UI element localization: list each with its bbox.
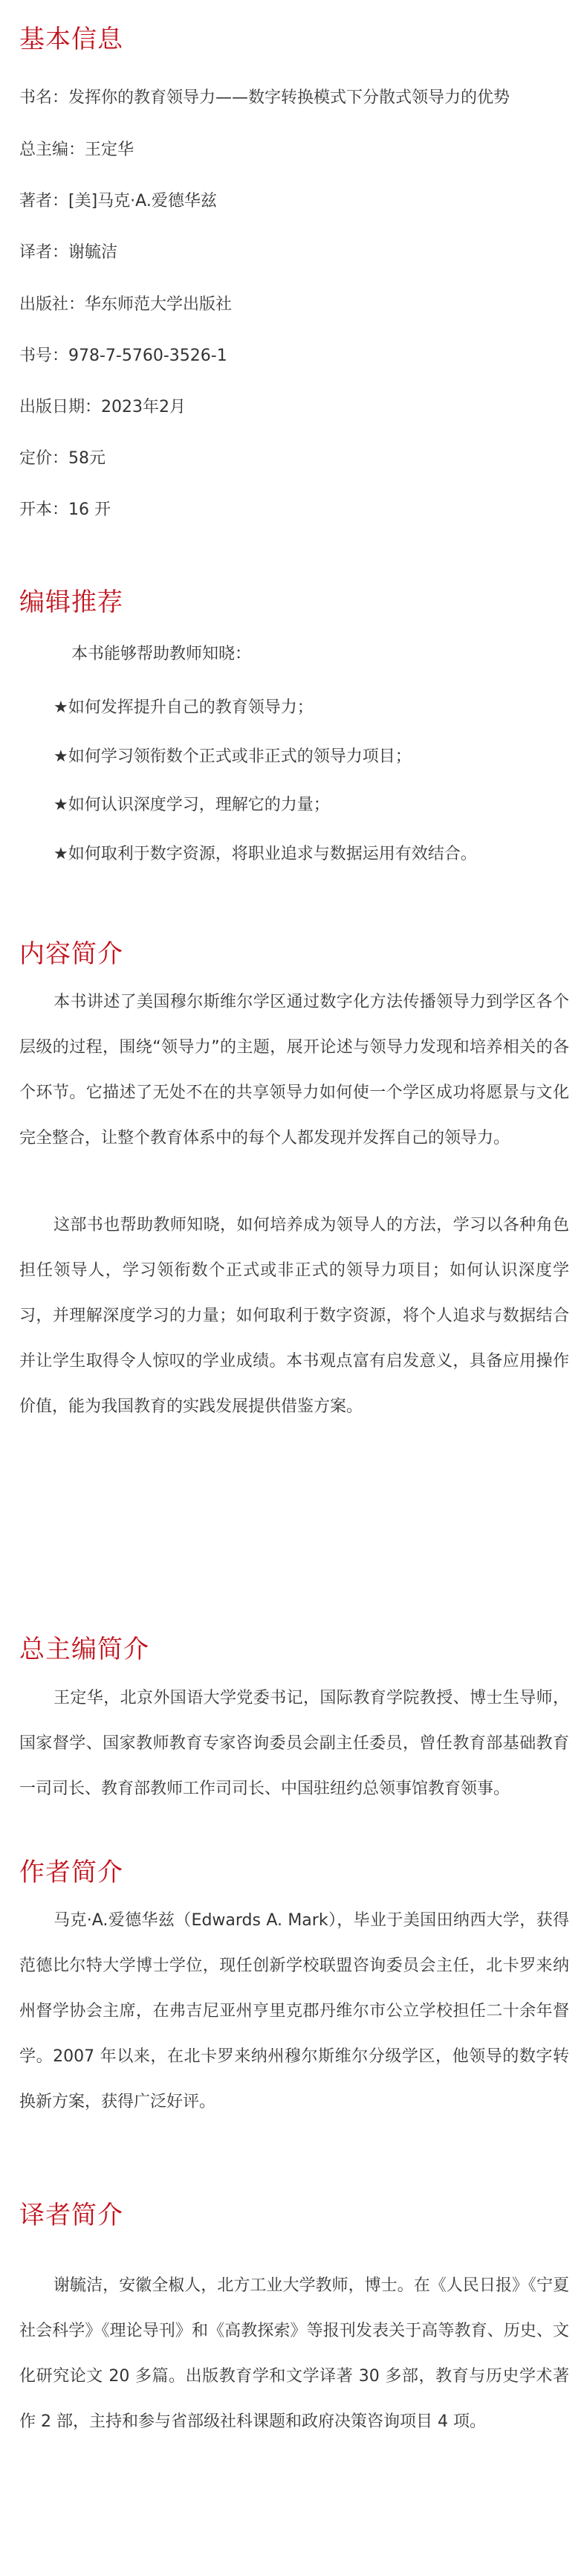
- info-author: 著者：[美]马克·A.爱德华兹: [19, 192, 217, 210]
- info-format: 开本：16 开: [19, 500, 111, 519]
- basic-info-heading: 基本信息: [19, 25, 123, 54]
- content-summary-heading: 内容简介: [19, 939, 123, 969]
- author-heading: 作者简介: [19, 1858, 123, 1887]
- recommendation-item: ★如何认识深度学习，理解它的力量；: [53, 796, 330, 814]
- info-isbn: 书号：978-7-5760-3526-1: [19, 347, 227, 365]
- translator-heading: 译者简介: [19, 2200, 123, 2230]
- content-summary-section: [19, 937, 569, 1621]
- info-publisher: 出版社：华东师范大学出版社: [19, 295, 233, 314]
- basic-info-section: [19, 22, 569, 528]
- recommendation-item: ★如何学习领衔数个正式或非正式的领导力项目；: [53, 747, 412, 766]
- author-section: [19, 1855, 569, 2138]
- chief-editor-paragraph: 王定华，北京外国语大学党委书记，国际教育学院教授、博士生导师，国家督学、国家教师教育专家咨询委员会副主任委员，曾任教育部基础教育一司司长、教育部教师工作司司长、中国驻纽约总领事馆教育领事。: [19, 1689, 569, 1798]
- info-publish-date: 出版日期：2023年2月: [19, 398, 186, 416]
- chief-editor-heading: 总主编简介: [19, 1635, 149, 1664]
- recommendation-item: ★如何发挥提升自己的教育领导力；: [53, 698, 314, 717]
- translator-paragraph: 谢毓洁，安徽全椒人，北方工业大学教师，博士。在《人民日报》《宁夏社会科学》《理论导刊》和《高教探索》等报刊发表关于高等教育、历史、文化研究论文 20 多篇。出版教育学和文学译著 30 多部，教育与历史学术著作 2 部，主持和参与省部级社科课题和政府决策咨询项目 4 项。: [19, 2276, 569, 2431]
- info-translator: 译者：谢毓洁: [19, 243, 118, 262]
- editor-recommendation-section: [19, 585, 569, 883]
- info-price: 定价：58元: [19, 449, 106, 468]
- translator-section: [19, 2198, 569, 2525]
- recommendation-item: ★如何取利于数字资源，将职业追求与数据运用有效结合。: [53, 845, 477, 863]
- summary-paragraph: 本书讲述了美国穆尔斯维尔学区通过数字化方法传播领导力到学区各个层级的过程，围绕“领导力”的主题，展开论述与领导力发现和培养相关的各个环节。它描述了无处不在的共享领导力如何使一个学区成功将愿景与文化完全整合，让整个教育体系中的每个人都发现并发挥自己的领导力。: [19, 993, 569, 1147]
- recommendation-intro: 本书能够帮助教师知晓：: [71, 645, 252, 663]
- editor-recommendation-heading: 编辑推荐: [19, 587, 123, 617]
- summary-paragraph: 这部书也帮助教师知晓，如何培养成为领导人的方法，学习以各种角色担任领导人，学习领衔数个正式或非正式的领导力项目；如何认识深度学习，并理解深度学习的力量；如何取利于数字资源，将个人追求与数据结合并让学生取得令人惊叹的学业成绩。本书观点富有启发意义，具备应用操作价值，能为我国教育的实践发展提供借鉴方案。: [19, 1216, 569, 1416]
- author-paragraph: 马克·A.爱德华兹（Edwards A. Mark），毕业于美国田纳西大学，获得范德比尔特大学博士学位，现任创新学校联盟咨询委员会主任，北卡罗来纳州督学协会主席，在弗吉尼亚州亨里克郡丹维尔市公立学校担任二十余年督学。2007 年以来，在北卡罗来纳州穆尔斯维尔分级学区，他领导的数字转换新方案，获得广泛好评。: [19, 1911, 569, 2111]
- info-chief-editor: 总主编：王定华: [19, 141, 134, 159]
- info-title: 书名：发挥你的教育领导力——数字转换模式下分散式领导力的优势: [19, 88, 510, 107]
